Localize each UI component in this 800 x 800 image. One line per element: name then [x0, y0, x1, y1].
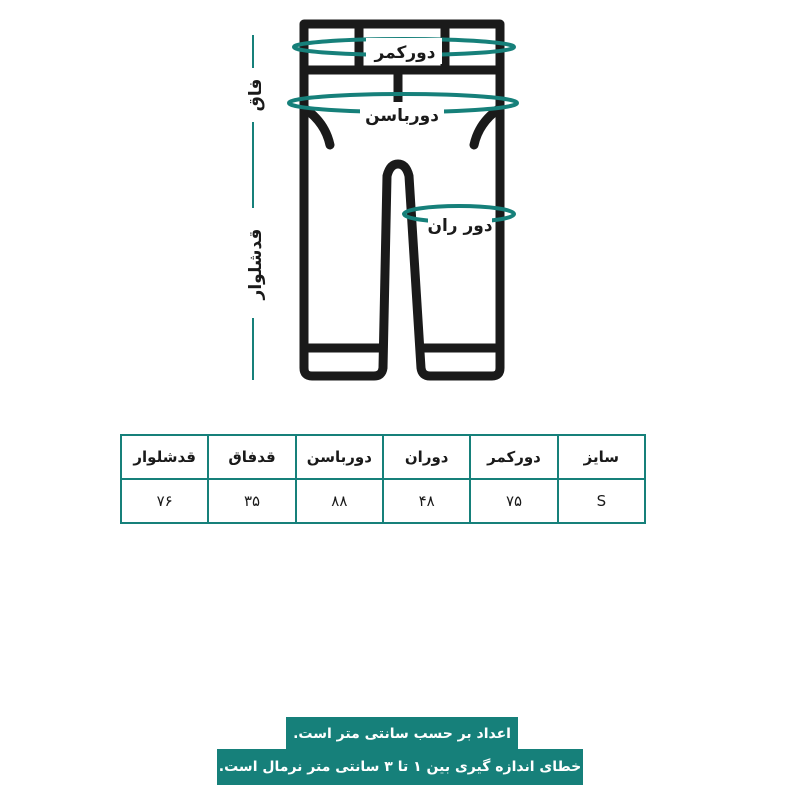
cell-waist: ۷۵ [470, 479, 557, 523]
header-waist: دورکمر [470, 435, 557, 479]
unit-note: اعداد بر حسب سانتی متر است. [286, 717, 518, 751]
pants-outline-icon [304, 24, 500, 376]
header-rise: قدفاق [208, 435, 295, 479]
header-length: قدشلوار [121, 435, 208, 479]
cell-thigh: ۴۸ [383, 479, 470, 523]
cell-size: S [558, 479, 645, 523]
cell-rise: ۳۵ [208, 479, 295, 523]
header-thigh: دوران [383, 435, 470, 479]
header-hip: دورباسن [296, 435, 383, 479]
table-header-row [121, 435, 645, 479]
cell-length: ۷۶ [121, 479, 208, 523]
table-row [121, 479, 645, 523]
size-table [120, 434, 646, 524]
waist-label: دورکمر [374, 43, 436, 63]
length-label: قدشلوار [246, 228, 266, 300]
header-size: سایز [558, 435, 645, 479]
cell-hip: ۸۸ [296, 479, 383, 523]
thigh-label: دور ران [427, 216, 493, 236]
rise-label: فاق [246, 78, 266, 112]
hip-label: دورباسن [365, 106, 439, 126]
tolerance-note: خطای اندازه گیری بین ۱ تا ۳ سانتی متر نرمال است. [217, 749, 583, 785]
